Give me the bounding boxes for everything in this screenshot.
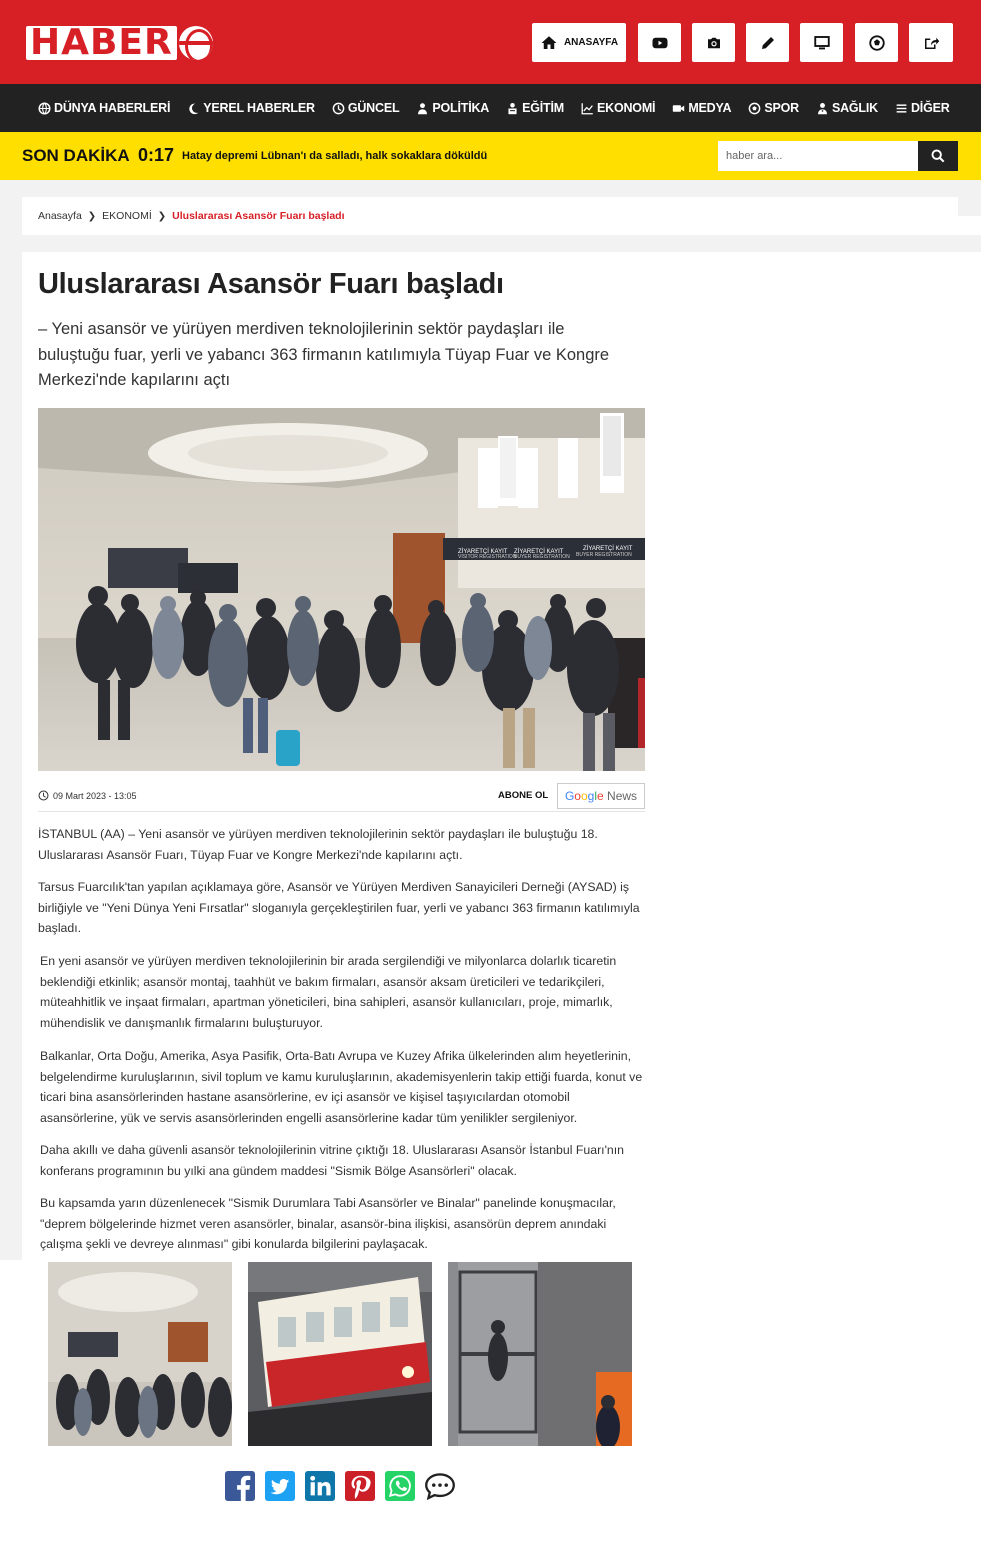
nav-item-current[interactable] bbox=[332, 101, 400, 115]
pencil-icon bbox=[759, 34, 777, 52]
search-input[interactable] bbox=[718, 141, 918, 171]
article-title: Uluslararası Asansör Fuarı başladı bbox=[38, 268, 504, 300]
education-icon bbox=[506, 102, 519, 115]
nav-item-media[interactable] bbox=[672, 101, 731, 115]
sport-button[interactable] bbox=[855, 23, 898, 62]
breadcrumb-home[interactable]: Anasayfa bbox=[38, 210, 82, 222]
site-logo[interactable] bbox=[26, 22, 213, 63]
photo-sign-6: BUYER REGISTRATION bbox=[576, 552, 632, 558]
share-facebook[interactable] bbox=[224, 1470, 256, 1502]
comment-icon bbox=[424, 1470, 456, 1502]
share-icon bbox=[922, 34, 940, 52]
chart-icon bbox=[581, 102, 594, 115]
share-button[interactable] bbox=[909, 23, 953, 62]
tv-button[interactable] bbox=[800, 23, 843, 62]
article-summary: – Yeni asansör ve yürüyen merdiven teknolojilerinin sektör paydaşları ile buluştuğu fuar, yerli ve yabancı 363 firmanın katılımıyla Tüyap Fuar ve Kongre Merkezi'nde kapılarını açtı bbox=[38, 320, 610, 389]
chevron-right-icon: ❯ bbox=[157, 210, 167, 222]
facebook-icon bbox=[225, 1471, 255, 1501]
nav-item-local[interactable] bbox=[187, 101, 315, 115]
monitor-icon bbox=[813, 34, 831, 52]
nav-label: SPOR bbox=[764, 101, 799, 115]
photo-sign-4: BUYER REGISTRATION bbox=[514, 554, 570, 560]
divider bbox=[38, 811, 645, 812]
youtube-button[interactable] bbox=[638, 23, 681, 62]
gallery-thumb-crowd[interactable] bbox=[48, 1262, 232, 1446]
article-paragraph: Tarsus Fuarcılık'tan yapılan açıklamaya göre, Asansör ve Yürüyen Merdiven Sanayicileri Derneği (AYSAD) iş birliğiyle ve "Yeni Dünya Yeni Fırsatlar" sloganıyla gerçekleştirilen fuar, yerli ve yabancı 363 firmanın katılımıyla başladı. bbox=[38, 880, 640, 935]
search-icon bbox=[931, 149, 945, 163]
subscribe-label: ABONE OL bbox=[498, 790, 549, 801]
main-nav bbox=[0, 84, 981, 132]
globe-icon bbox=[38, 102, 51, 115]
home-label: ANASAYFA bbox=[563, 37, 619, 48]
youtube-icon bbox=[651, 34, 669, 52]
photo-sign-5: ZİYARETÇİ KAYIT bbox=[583, 546, 633, 552]
pinterest-icon bbox=[345, 1471, 375, 1501]
gallery-button[interactable] bbox=[692, 23, 735, 62]
football-icon bbox=[748, 102, 761, 115]
twitter-icon bbox=[265, 1471, 295, 1501]
elevator-image bbox=[448, 1262, 632, 1446]
nav-item-world[interactable] bbox=[38, 101, 170, 115]
camera-icon bbox=[705, 34, 723, 52]
home-button[interactable] bbox=[532, 23, 626, 62]
logo-box bbox=[26, 22, 177, 63]
nav-item-other[interactable] bbox=[895, 101, 950, 115]
people-icon bbox=[416, 102, 429, 115]
nav-label: SAĞLIK bbox=[831, 101, 878, 115]
clock-icon bbox=[332, 102, 345, 115]
nav-label: GÜNCEL bbox=[347, 101, 400, 115]
share-whatsapp[interactable] bbox=[384, 1470, 416, 1502]
breadcrumb-edge bbox=[958, 216, 981, 235]
share-twitter[interactable] bbox=[264, 1470, 296, 1502]
nav-label: EKONOMİ bbox=[596, 101, 656, 115]
nav-item-education[interactable] bbox=[506, 101, 564, 115]
article-paragraph: Bu kapsamda yarın düzenlenecek "Sismik Durumlara Tabi Asansörler ve Binalar" panelinde konuşmacılar, "deprem bölgelerinde hizmet veren asansörler, binalar, asansör-bina ilişkisi, asansörün deprem anındaki çalışma şekli ve devreye alınması" gibi konularda bilgilerini paylaşacak. bbox=[40, 1196, 616, 1251]
breaking-time: 0:17 bbox=[138, 145, 175, 165]
football-icon bbox=[868, 34, 886, 52]
article-paragraph: Daha akıllı ve daha güvenli asansör teknolojilerinin vitrine çıktığı 18. Uluslararası Asansör İstanbul Fuarı'nın konferans programının bu yılki ana gündem maddesi "Sismik Bölge Asansörleri" olacak. bbox=[40, 1143, 625, 1178]
nav-label: YEREL HABERLER bbox=[203, 101, 315, 115]
authors-button[interactable] bbox=[746, 23, 789, 62]
logo-globe-icon bbox=[179, 26, 213, 60]
photo-sign-3: ZİYARETÇİ KAYIT bbox=[514, 549, 564, 555]
gallery-thumb-tram[interactable] bbox=[248, 1262, 432, 1446]
whatsapp-icon bbox=[385, 1471, 415, 1501]
nav-item-sport[interactable] bbox=[748, 101, 799, 115]
date-text: 09 Mart 2023 - 13:05 bbox=[53, 790, 137, 801]
nav-label: MEDYA bbox=[688, 101, 732, 115]
menu-icon bbox=[895, 102, 908, 115]
share-pinterest[interactable] bbox=[344, 1470, 376, 1502]
nav-label: EĞİTİM bbox=[522, 101, 564, 115]
clock-icon bbox=[38, 790, 49, 801]
breaking-label: SON DAKİKA bbox=[22, 146, 130, 165]
tram-image bbox=[248, 1262, 432, 1446]
share-bar bbox=[224, 1470, 464, 1502]
moon-icon bbox=[187, 102, 200, 115]
doctor-icon bbox=[816, 102, 829, 115]
nav-item-politics[interactable] bbox=[416, 101, 489, 115]
google-news-label: Google News bbox=[564, 789, 638, 803]
nav-label: DİĞER bbox=[910, 101, 950, 115]
nav-item-economy[interactable] bbox=[581, 101, 655, 115]
logo-text: HABER bbox=[30, 22, 173, 63]
share-comment[interactable] bbox=[424, 1470, 456, 1502]
breadcrumb bbox=[22, 197, 958, 235]
photo-sign-2: VISITOR REGISTRATION bbox=[458, 554, 517, 560]
home-icon bbox=[540, 34, 558, 52]
breadcrumb-current: Uluslararası Asansör Fuarı başladı bbox=[172, 210, 345, 222]
breadcrumb-category[interactable]: EKONOMİ bbox=[102, 210, 152, 222]
article-paragraph: Balkanlar, Orta Doğu, Amerika, Asya Pasifik, Orta-Batı Avrupa ve Kuzey Afrika ülkelerinden alım heyetlerinin, belgelendirme kuruluşlarının, sivil toplum ve kamu kuruluşlarının, akademisyenlerin takip ettiği fuarda, konut ve ticari bina asansörlerinden hastane asansörlerine, ev içi asansör ve kişisel taşıyıcılardan otomobil asansörlerine, yük ve servis asansörlerinden engelli asansörlerine kadar tüm yenilikler sergileniyor. bbox=[40, 1049, 643, 1125]
article-paragraph: En yeni asansör ve yürüyen merdiven teknolojilerinin bir arada sergilendiği ve milyonlarca dolarlık ticaretin beklendiği etkinlik; asansör montaj, taahhüt ve bakım firmaları, asansör aksam üreticileri ve tedarikçileri, müteahhitlik ve inşaat firmaları, apartman yöneticileri, bina sahipleri, asansör kullanıcıları, proje, mimarlık, mühendislik ve danışmanlık firmalarını buluşturuyor. bbox=[40, 954, 617, 1030]
nav-item-health[interactable] bbox=[816, 101, 878, 115]
chevron-right-icon: ❯ bbox=[87, 210, 97, 222]
top-header bbox=[0, 0, 981, 84]
gallery-thumb-elevator[interactable] bbox=[448, 1262, 632, 1446]
article-main-photo[interactable] bbox=[38, 408, 645, 771]
share-linkedin[interactable] bbox=[304, 1470, 336, 1502]
nav-label: POLİTİKA bbox=[432, 101, 490, 115]
photo-sign-1: ZİYARETÇİ KAYIT bbox=[458, 549, 508, 555]
article-paragraph: İSTANBUL (AA) – Yeni asansör ve yürüyen merdiven teknolojilerinin sektör paydaşları ile buluştuğu 18. Uluslararası Asansör Fuarı, Tüyap Fuar ve Kongre Merkezi'nde kapılarını açtı. bbox=[38, 827, 598, 862]
search-button[interactable] bbox=[918, 141, 958, 171]
video-icon bbox=[672, 102, 685, 115]
fair-hall-image bbox=[38, 408, 645, 771]
breaking-headline[interactable]: Hatay depremi Lübnan'ı da salladı, halk sokaklara döküldü bbox=[182, 150, 488, 162]
linkedin-icon bbox=[305, 1471, 335, 1501]
article-date bbox=[38, 790, 137, 801]
crowd-image bbox=[48, 1262, 232, 1446]
google-news-button[interactable] bbox=[557, 783, 645, 809]
nav-label: DÜNYA HABERLERİ bbox=[54, 101, 171, 115]
